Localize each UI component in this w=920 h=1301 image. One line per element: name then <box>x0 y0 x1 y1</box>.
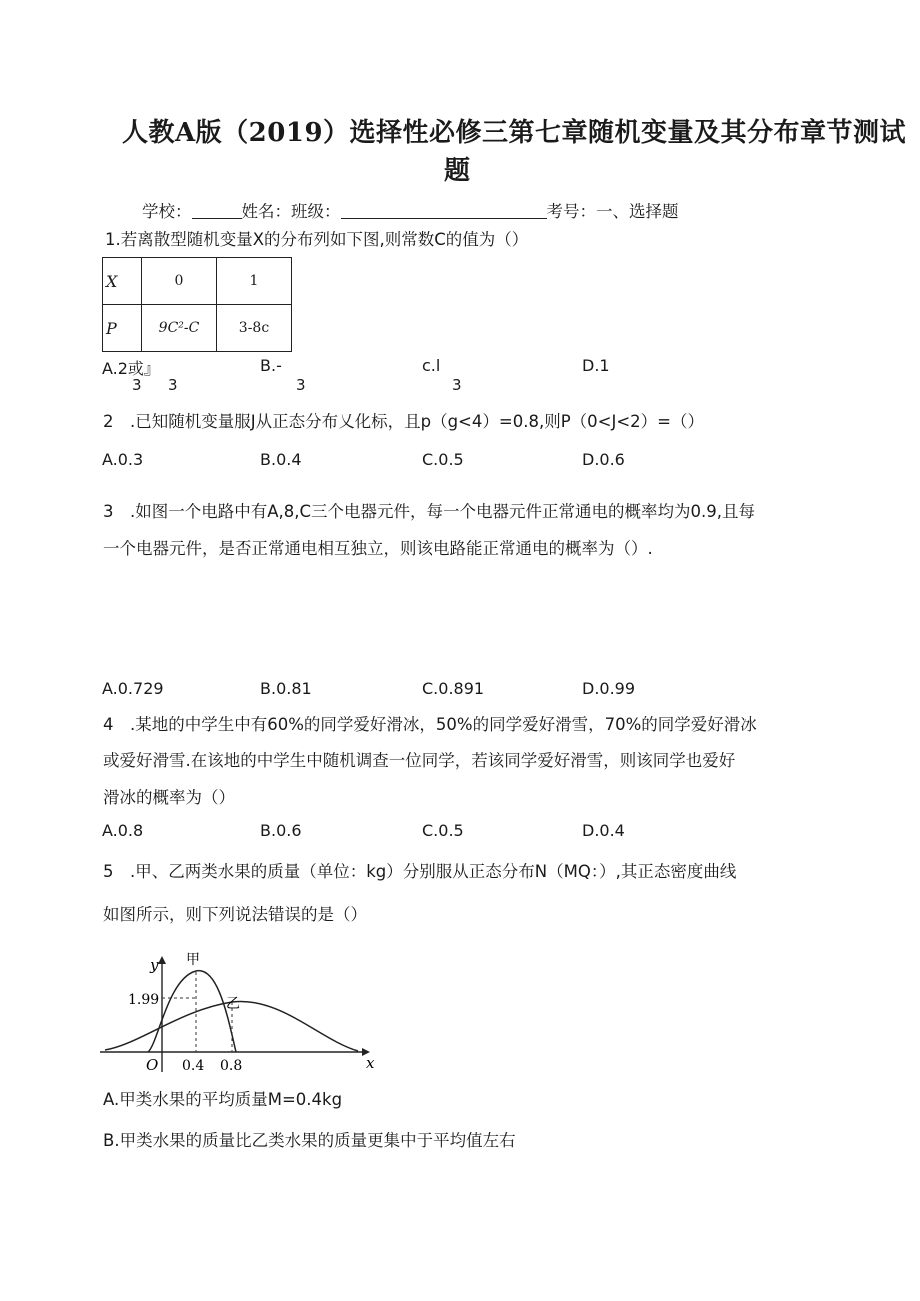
table-cell: 0 <box>142 258 217 305</box>
table-cell: 3-8c <box>217 305 292 352</box>
option-c[interactable]: C.0.891 <box>422 679 485 698</box>
fraction-denominator: 3 <box>296 376 306 394</box>
curve-yi-label: 乙 <box>226 996 240 1012</box>
question-4-line-2: 或爱好滑雪.在该地的中学生中随机调查一位同学，若该同学爱好滑雪，则该同学也爱好 <box>103 751 736 770</box>
name-label: 姓名： <box>241 202 291 221</box>
curve-jia <box>148 971 236 1052</box>
table-row <box>103 305 292 352</box>
tick-label: 0.4 <box>182 1058 205 1074</box>
option-d[interactable]: D.0.99 <box>582 679 636 698</box>
table-cell: P <box>103 305 142 352</box>
curve-jia-label: 甲 <box>186 952 200 968</box>
fraction-denominator: 3 <box>132 376 142 394</box>
page-title: 人教A版（2019）选择性必修三第七章随机变量及其分布章节测试 <box>122 118 907 148</box>
option-b[interactable]: B.0.6 <box>260 821 302 840</box>
table-row <box>103 258 292 305</box>
normal-density-graph <box>100 940 380 1080</box>
distribution-table <box>102 257 292 352</box>
school-field[interactable] <box>192 202 242 219</box>
question-3-line-1: 3 .如图一个电路中有A,8,C三个电器元件，每一个电器元件正常通电的概率均为0.9,且每 <box>103 502 756 521</box>
question-2-text: 2 .已知随机变量服J从正态分布乂化标，且p（g<4）=0.8,则P（0<J<2）=（） <box>103 412 704 431</box>
peak-value-label: 1.99 <box>128 992 160 1008</box>
page-title-continued: 题 <box>444 156 471 186</box>
class-field[interactable] <box>341 202 547 219</box>
option-d[interactable]: D.1 <box>582 356 610 375</box>
option-d[interactable]: D.0.6 <box>582 450 625 469</box>
option-b[interactable]: B.- <box>260 356 282 375</box>
exam-no-label: 考号： <box>546 202 596 221</box>
option-a[interactable]: A.0.729 <box>102 679 164 698</box>
option-a[interactable]: A.0.8 <box>102 821 144 840</box>
option-a[interactable]: A.甲类水果的平均质量M=0.4kg <box>103 1090 343 1109</box>
info-line <box>142 198 679 222</box>
table-cell: 9C²-C <box>142 305 217 352</box>
x-axis-label: x <box>366 1054 375 1072</box>
question-5-line-2: 如图所示，则下列说法错误的是（） <box>103 905 367 924</box>
tick-label: 0.8 <box>220 1058 243 1074</box>
question-4-line-1: 4 .某地的中学生中有60%的同学爱好滑冰，50%的同学爱好滑雪，70%的同学爱好滑冰 <box>103 715 757 734</box>
option-b[interactable]: B.甲类水果的质量比乙类水果的质量更集中于平均值左右 <box>103 1131 516 1150</box>
option-a[interactable]: A.2或』 <box>102 359 160 378</box>
question-3-line-2: 一个电器元件，是否正常通电相互独立，则该电路能正常通电的概率为（）. <box>103 539 653 558</box>
question-4-line-3: 滑冰的概率为（） <box>103 788 235 807</box>
option-a[interactable]: A.0.3 <box>102 450 144 469</box>
class-label: 班级： <box>291 202 341 221</box>
option-c[interactable]: C.0.5 <box>422 450 464 469</box>
fraction-denominator: 3 <box>452 376 462 394</box>
y-axis-arrow-icon <box>158 956 166 964</box>
option-c[interactable]: c.l <box>422 356 441 375</box>
option-b[interactable]: B.0.4 <box>260 450 302 469</box>
table-cell: X <box>103 258 142 305</box>
origin-label: O <box>146 1056 159 1074</box>
option-c[interactable]: C.0.5 <box>422 821 464 840</box>
table-cell: 1 <box>217 258 292 305</box>
fraction-denominator: 3 <box>168 376 178 394</box>
option-d[interactable]: D.0.4 <box>582 821 625 840</box>
question-5-line-1: 5 .甲、乙两类水果的质量（单位：kg）分别服从正态分布N（MQ：）,其正态密度曲线 <box>103 862 737 881</box>
option-b[interactable]: B.0.81 <box>260 679 312 698</box>
question-1-text: 1.若离散型随机变量X的分布列如下图,则常数C的值为（） <box>105 230 529 249</box>
y-axis-label: y <box>150 956 159 974</box>
school-label: 学校： <box>142 202 192 221</box>
section-heading: 一、选择题 <box>596 202 679 221</box>
